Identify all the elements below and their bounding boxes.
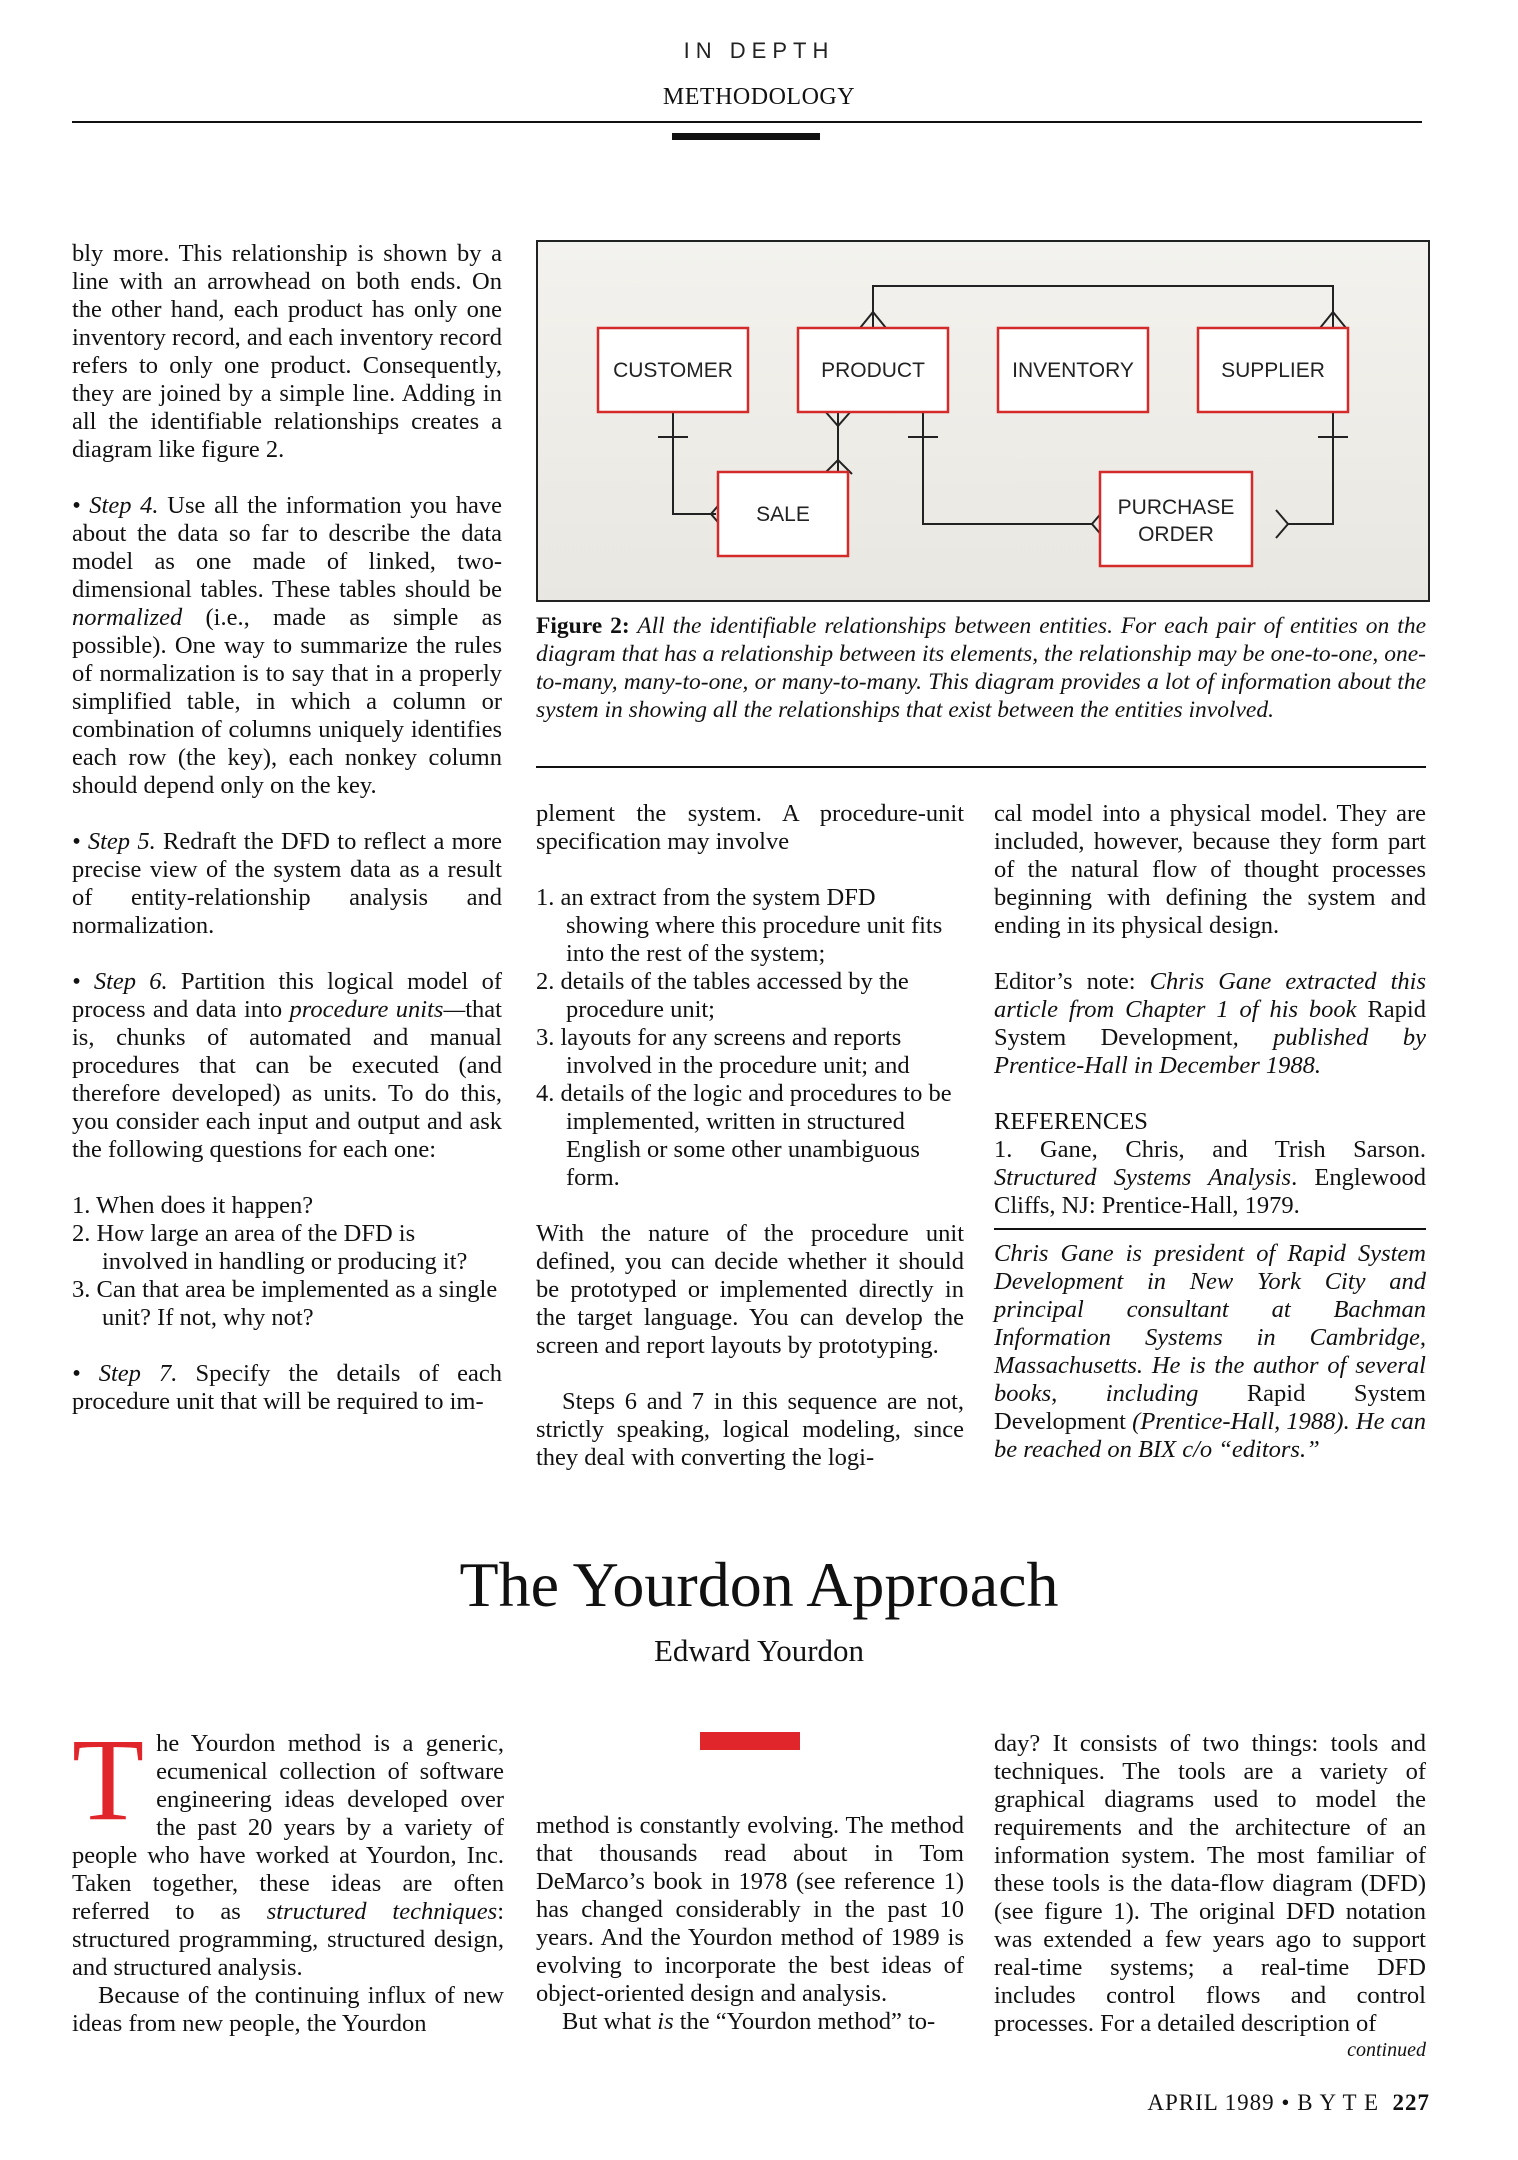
question-1: 1. When does it happen? (72, 1192, 314, 1219)
step-6-label: • Step 6. (72, 968, 168, 995)
entity-purchase-order-box (1100, 472, 1252, 566)
figure-2-caption (536, 612, 1426, 724)
editors-note-book: Rapid System Development (994, 996, 1426, 1051)
figure-2-diagram (536, 240, 1430, 602)
references-heading: REFERENCES (994, 1108, 1148, 1135)
article2-col1-text-b: : structured programming, structured design, and structured analysis. (72, 1898, 504, 1981)
article2-col3-paragraph-1: day? It consists of two things: tools and techniques. The tools are a variety of graphical diagrams used to model the requirements and the architecture of an information system. The most familiar of these tools is the data-flow diagram (DFD) (see figure 1). The original DFD notation was extended a few years ago to support real-time systems; a real-time DFD includes control flows and control processes. For a detailed description of (994, 1730, 1426, 2037)
spec-item-2: 2. details of the tables accessed by the procedure unit; (536, 968, 909, 1023)
author-bio-em-1: Chris Gane is president of Rapid System Development in New York City and principal consultant at Bachman Information Systems in Cambridge, Massachusetts. He is the author of several books, including (994, 1240, 1426, 1407)
step-7-text: Specify the details of each procedure unit that will be required to im- (72, 1360, 502, 1415)
editors-note (994, 968, 1426, 1080)
article2-column-1 (72, 1714, 504, 2038)
middle-paragraph-3: Steps 6 and 7 in this sequence are not, strictly speaking, logical modeling, since they deal with converting the logi- (536, 1388, 964, 1471)
article2-col1-paragraph-2: Because of the continuing influx of new ideas from new people, the Yourdon (72, 1982, 504, 2037)
step-4-text: Use all the information you have about the data so far to describe the data model as one made of linked, two-dimensional tables. These tables should be (72, 492, 502, 603)
header-rule (72, 121, 1422, 123)
header-accent-bar (672, 133, 820, 140)
step-6-rest: that is, chunks of automated and manual procedures that can be executed (and therefore developed) as units. To do this, you consider each input and output and ask the following questions for each one: (72, 996, 502, 1163)
entity-product: PRODUCT (821, 359, 925, 382)
step-6-paragraph (72, 968, 502, 1164)
editors-note-em-2: , published by Prentice-Hall in December 1988. (994, 1024, 1426, 1079)
article2-col2-text-b: the “Yourdon method” to- (673, 2008, 936, 2035)
step-5-text: Redraft the DFD to reflect a more precise view of the system data as a result of entity-relationship analysis and normalization. (72, 828, 502, 939)
entity-sale: SALE (756, 503, 810, 526)
entity-purchase-label-1: PURCHASE (1117, 496, 1235, 519)
entity-supplier: SUPPLIER (1221, 359, 1325, 382)
entity-purchase-label-2: ORDER (1138, 523, 1214, 546)
continued-label: continued (1347, 2039, 1426, 2061)
line-supplier-purchase (1288, 410, 1333, 524)
line-product-supplier (873, 286, 1333, 328)
entity-inventory: INVENTORY (1012, 359, 1134, 382)
line-product-purchase (923, 410, 1093, 524)
article2-col1-em: structured techniques (266, 1898, 498, 1925)
spec-item-4: 4. details of the logic and procedures to be implemented, written in structured English or some other unambiguous form. (536, 1080, 952, 1191)
figure-caption-text: All the identifiable relationships between entities. For each pair of entities on the diagram that has a relationship between its elements, the relationship may be one-to-one, one-to-many, many-to-one, or many-to-many. This diagram provides a lot of information about the system in showing all the relationships that exist between the entities involved. (536, 613, 1426, 723)
step-6-em: procedure units— (289, 996, 466, 1023)
question-3: 3. Can that area be implemented as a single unit? If not, why not? (72, 1276, 498, 1331)
article2-col2-text-a: But what (562, 2008, 658, 2035)
left-paragraph-1: bly more. This relationship is shown by a line with an arrowhead on both ends. On the other hand, each product has only one inventory record, and each inventory record refers to only one product. Consequently, they are joined by a simple line. Adding in all the identifiable relationships creates a diagram like figure 2. (72, 240, 502, 463)
step-5-paragraph (72, 828, 502, 940)
step-4-em: normalized (72, 604, 183, 631)
step-4-label: • Step 4. (72, 492, 159, 519)
step-7-paragraph (72, 1360, 502, 1416)
author-bio-book: Rapid System Development (994, 1380, 1426, 1435)
entity-customer: CUSTOMER (613, 359, 733, 382)
line-customer-sale (673, 410, 716, 514)
article2-col2-paragraph-1: method is constantly evolving. The method that thousands read about in Tom DeMarco’s book in 1978 (see reference 1) has changed considerably in the past 10 years. And the Yourdon method of 1989 is evolving to incorporate the best ideas of object-oriented design and analysis. (536, 1812, 964, 2007)
article2-col2-em: is (657, 2008, 674, 2035)
figure-caption-label: Figure 2: (536, 613, 630, 639)
step-4-rest: (i.e., made as simple as possible). One way to summarize the rules of normalization is to say that in a properly simplified table, in which a column or combination of columns uniquely identifies each row (the key), each nonkey column should depend only on the key. (72, 604, 502, 799)
drop-cap: T (72, 1714, 145, 1845)
left-column (72, 240, 502, 1416)
step-5-label: • Step 5. (72, 828, 156, 855)
question-2: 2. How large an area of the DFD is involved in handling or producing it? (72, 1220, 468, 1275)
entity-relationship-diagram (538, 242, 1428, 600)
article2-col1-text-a: he Yourdon method is a generic, ecumenical collection of software engineering ideas developed over the past 20 years by a variety of people who have worked at Yourdon, Inc. Taken together, these ideas are often referred to as (72, 1730, 504, 1925)
article-author: Edward Yourdon (653, 1633, 865, 1668)
figure-bottom-rule (536, 766, 1426, 768)
spec-item-3: 3. layouts for any screens and reports involved in the procedure unit; and (536, 1024, 910, 1079)
accent-bar (700, 1732, 800, 1750)
section-label: IN DEPTH (683, 38, 835, 63)
article2-col1-paragraph-1 (72, 1714, 504, 1982)
article2-column-3 (994, 1730, 1426, 2062)
article-title: The Yourdon Approach (459, 1549, 1059, 1620)
reference-1 (994, 1136, 1426, 1220)
reference-1-a: 1. Gane, Chris, and Trish Sarson. (994, 1136, 1426, 1163)
article2-col2-paragraph-2 (536, 2008, 964, 2036)
page-footer (1147, 2090, 1430, 2116)
right-column (994, 800, 1426, 1464)
section-subtitle: METHODOLOGY (662, 84, 856, 110)
footer-issue: APRIL 1989 • B Y T E (1147, 2090, 1379, 2115)
editors-note-label: Editor’s note: (994, 968, 1150, 995)
middle-paragraph-1: plement the system. A procedure-unit specification may involve (536, 800, 964, 855)
author-bio-em-2: (Prentice-Hall, 1988). He can be reached on BIX c/o “editors.” (994, 1408, 1426, 1463)
middle-column (536, 800, 964, 1472)
right-paragraph-1: cal model into a physical model. They are included, however, because they form part of the natural flow of thought processes beginning with defining the system and ending in its physical design. (994, 800, 1426, 939)
article2-column-2 (536, 1812, 964, 2036)
step-4-paragraph (72, 492, 502, 800)
step-7-label: • Step 7. (72, 1360, 178, 1387)
middle-paragraph-2: With the nature of the procedure unit defined, you can decide whether it should be prototyped or implemented directly in the target language. You can develop the screen and report layouts by prototyping. (536, 1220, 964, 1359)
page-number: 227 (1392, 2090, 1430, 2115)
reference-1-b: . Englewood Cliffs, NJ: Prentice-Hall, 1979. (994, 1164, 1426, 1219)
reference-1-em: Structured Systems Analysis (994, 1164, 1292, 1191)
editors-note-em-1: Chris Gane extracted this article from Chapter 1 of his book (994, 968, 1426, 1023)
spec-item-1: 1. an extract from the system DFD showing where this procedure unit fits into the rest of the system; (536, 884, 943, 967)
bio-rule (994, 1228, 1426, 1230)
author-bio (994, 1240, 1426, 1464)
step-6-text: Partition this logical model of process and data into (72, 968, 502, 1023)
